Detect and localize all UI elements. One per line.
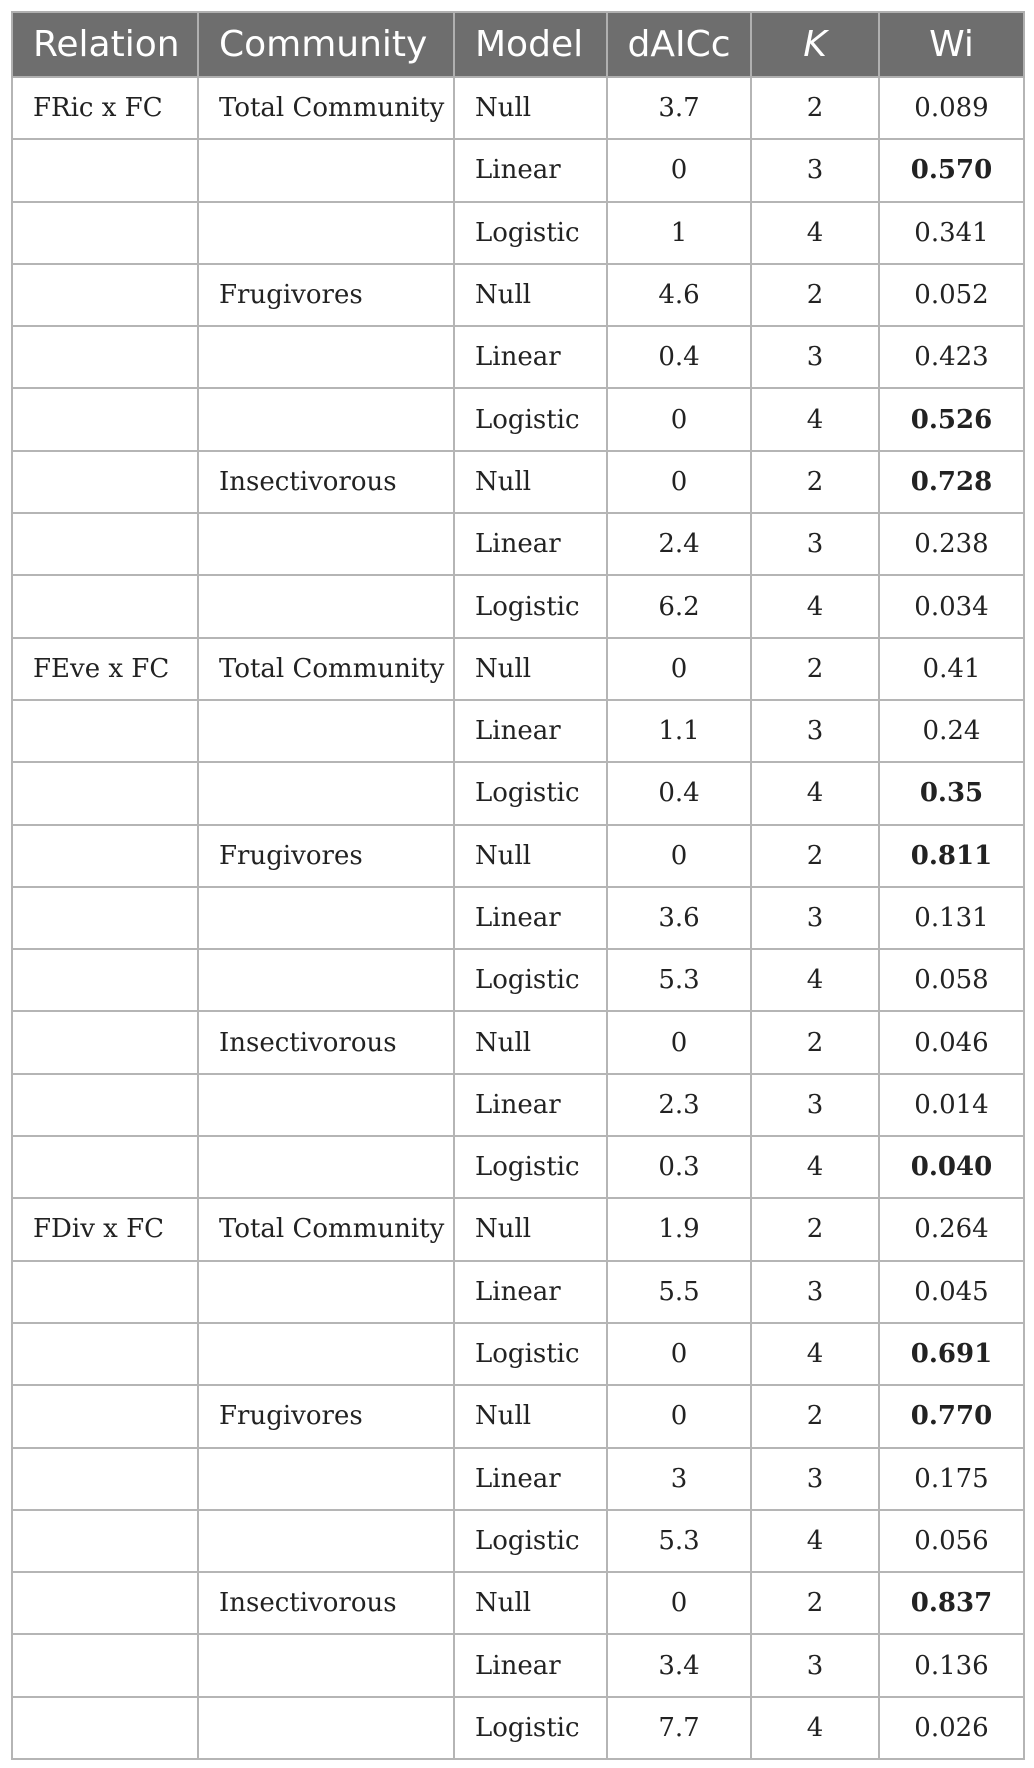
cell-wi: 0.691 — [879, 1323, 1024, 1385]
cell-wi: 0.35 — [879, 762, 1024, 824]
table-row — [12, 77, 1024, 139]
table-row — [12, 1011, 1024, 1073]
cell-community: Frugivores — [198, 264, 454, 326]
cell-daicc: 0.3 — [607, 1136, 751, 1198]
cell-relation — [12, 326, 198, 388]
cell-model: Linear — [454, 1634, 607, 1696]
cell-model: Linear — [454, 700, 607, 762]
cell-k: 2 — [751, 825, 879, 887]
cell-k: 3 — [751, 513, 879, 575]
cell-relation — [12, 825, 198, 887]
cell-model: Logistic — [454, 1697, 607, 1759]
cell-daicc: 0 — [607, 1385, 751, 1447]
cell-community — [198, 1136, 454, 1198]
table-row — [12, 825, 1024, 887]
cell-relation — [12, 1261, 198, 1323]
cell-relation: FEve x FC — [12, 638, 198, 700]
cell-k: 3 — [751, 887, 879, 949]
cell-relation — [12, 513, 198, 575]
cell-daicc: 0 — [607, 451, 751, 513]
cell-model: Logistic — [454, 949, 607, 1011]
cell-model: Linear — [454, 1448, 607, 1510]
cell-community: Total Community — [198, 638, 454, 700]
cell-k: 4 — [751, 202, 879, 264]
cell-model: Null — [454, 77, 607, 139]
cell-community — [198, 388, 454, 450]
cell-relation — [12, 1448, 198, 1510]
cell-model: Null — [454, 451, 607, 513]
table-body — [12, 77, 1024, 1759]
cell-model: Null — [454, 1011, 607, 1073]
cell-relation — [12, 1011, 198, 1073]
cell-wi: 0.238 — [879, 513, 1024, 575]
header-row — [12, 12, 1024, 77]
cell-community — [198, 1634, 454, 1696]
cell-daicc: 3.4 — [607, 1634, 751, 1696]
cell-daicc: 5.3 — [607, 1510, 751, 1572]
cell-relation — [12, 1572, 198, 1634]
cell-daicc: 2.3 — [607, 1074, 751, 1136]
cell-daicc: 1 — [607, 202, 751, 264]
cell-wi: 0.089 — [879, 77, 1024, 139]
cell-wi: 0.341 — [879, 202, 1024, 264]
cell-k: 2 — [751, 451, 879, 513]
cell-relation — [12, 1074, 198, 1136]
cell-k: 3 — [751, 1448, 879, 1510]
cell-daicc: 1.9 — [607, 1198, 751, 1260]
cell-community — [198, 1448, 454, 1510]
cell-community — [198, 1074, 454, 1136]
cell-model: Null — [454, 638, 607, 700]
cell-model: Linear — [454, 1074, 607, 1136]
cell-k: 4 — [751, 575, 879, 637]
cell-wi: 0.264 — [879, 1198, 1024, 1260]
cell-relation — [12, 575, 198, 637]
cell-daicc: 0 — [607, 825, 751, 887]
cell-relation — [12, 1634, 198, 1696]
cell-community — [198, 513, 454, 575]
cell-model: Logistic — [454, 1323, 607, 1385]
table-row — [12, 202, 1024, 264]
cell-daicc: 7.7 — [607, 1697, 751, 1759]
cell-wi: 0.040 — [879, 1136, 1024, 1198]
header-wi: Wi — [879, 12, 1024, 77]
cell-community — [198, 700, 454, 762]
cell-k: 2 — [751, 264, 879, 326]
cell-wi: 0.41 — [879, 638, 1024, 700]
cell-wi: 0.136 — [879, 1634, 1024, 1696]
cell-daicc: 0 — [607, 388, 751, 450]
cell-daicc: 4.6 — [607, 264, 751, 326]
cell-model: Logistic — [454, 202, 607, 264]
cell-community — [198, 887, 454, 949]
table-row — [12, 1261, 1024, 1323]
table-row — [12, 1572, 1024, 1634]
cell-model: Linear — [454, 139, 607, 201]
cell-relation — [12, 1510, 198, 1572]
cell-community — [198, 326, 454, 388]
cell-k: 4 — [751, 949, 879, 1011]
cell-model: Linear — [454, 326, 607, 388]
cell-model: Logistic — [454, 575, 607, 637]
cell-relation — [12, 264, 198, 326]
header-model: Model — [454, 12, 607, 77]
cell-daicc: 0.4 — [607, 762, 751, 824]
cell-wi: 0.034 — [879, 575, 1024, 637]
cell-daicc: 1.1 — [607, 700, 751, 762]
cell-model: Null — [454, 1385, 607, 1447]
table-row — [12, 575, 1024, 637]
cell-wi: 0.058 — [879, 949, 1024, 1011]
cell-wi: 0.014 — [879, 1074, 1024, 1136]
table-row — [12, 264, 1024, 326]
cell-community — [198, 949, 454, 1011]
cell-k: 2 — [751, 1385, 879, 1447]
cell-k: 2 — [751, 638, 879, 700]
model-selection-table-container — [11, 11, 1023, 1760]
cell-k: 4 — [751, 1323, 879, 1385]
cell-daicc: 0 — [607, 1011, 751, 1073]
cell-wi: 0.052 — [879, 264, 1024, 326]
cell-relation — [12, 388, 198, 450]
header-k: K — [751, 12, 879, 77]
table-row — [12, 1697, 1024, 1759]
cell-daicc: 0.4 — [607, 326, 751, 388]
cell-relation — [12, 1323, 198, 1385]
table-row — [12, 887, 1024, 949]
cell-k: 3 — [751, 1261, 879, 1323]
cell-model: Null — [454, 264, 607, 326]
model-selection-table — [11, 11, 1025, 1760]
cell-community — [198, 1697, 454, 1759]
cell-community — [198, 1323, 454, 1385]
cell-k: 4 — [751, 388, 879, 450]
cell-daicc: 3 — [607, 1448, 751, 1510]
cell-k: 2 — [751, 1572, 879, 1634]
cell-k: 2 — [751, 77, 879, 139]
table-row — [12, 1448, 1024, 1510]
cell-community: Insectivorous — [198, 1572, 454, 1634]
cell-community — [198, 1510, 454, 1572]
cell-daicc: 3.6 — [607, 887, 751, 949]
cell-k: 4 — [751, 1697, 879, 1759]
cell-model: Logistic — [454, 1510, 607, 1572]
cell-wi: 0.837 — [879, 1572, 1024, 1634]
table-row — [12, 388, 1024, 450]
header-relation: Relation — [12, 12, 198, 77]
table-row — [12, 451, 1024, 513]
cell-wi: 0.056 — [879, 1510, 1024, 1572]
cell-model: Null — [454, 1198, 607, 1260]
cell-k: 4 — [751, 762, 879, 824]
cell-community: Frugivores — [198, 1385, 454, 1447]
table-row — [12, 513, 1024, 575]
cell-k: 3 — [751, 139, 879, 201]
cell-community — [198, 139, 454, 201]
cell-community: Total Community — [198, 77, 454, 139]
header-daicc: dAICc — [607, 12, 751, 77]
header-community: Community — [198, 12, 454, 77]
cell-model: Logistic — [454, 388, 607, 450]
cell-community: Insectivorous — [198, 451, 454, 513]
table-row — [12, 326, 1024, 388]
cell-wi: 0.175 — [879, 1448, 1024, 1510]
cell-model: Null — [454, 1572, 607, 1634]
cell-relation — [12, 762, 198, 824]
table-row — [12, 762, 1024, 824]
cell-daicc: 5.5 — [607, 1261, 751, 1323]
cell-wi: 0.570 — [879, 139, 1024, 201]
cell-wi: 0.24 — [879, 700, 1024, 762]
table-row — [12, 1510, 1024, 1572]
cell-model: Null — [454, 825, 607, 887]
table-row — [12, 1323, 1024, 1385]
cell-wi: 0.045 — [879, 1261, 1024, 1323]
cell-wi: 0.046 — [879, 1011, 1024, 1073]
cell-daicc: 3.7 — [607, 77, 751, 139]
cell-wi: 0.131 — [879, 887, 1024, 949]
cell-model: Logistic — [454, 1136, 607, 1198]
cell-relation — [12, 1697, 198, 1759]
cell-model: Linear — [454, 513, 607, 575]
cell-daicc: 6.2 — [607, 575, 751, 637]
table-header — [12, 12, 1024, 77]
cell-relation: FRic x FC — [12, 77, 198, 139]
cell-wi: 0.423 — [879, 326, 1024, 388]
cell-relation — [12, 451, 198, 513]
table-row — [12, 1074, 1024, 1136]
table-row — [12, 139, 1024, 201]
cell-k: 4 — [751, 1510, 879, 1572]
cell-model: Logistic — [454, 762, 607, 824]
cell-community — [198, 202, 454, 264]
table-row — [12, 638, 1024, 700]
cell-daicc: 0 — [607, 139, 751, 201]
cell-relation — [12, 700, 198, 762]
cell-wi: 0.526 — [879, 388, 1024, 450]
cell-model: Linear — [454, 887, 607, 949]
cell-daicc: 5.3 — [607, 949, 751, 1011]
cell-community — [198, 762, 454, 824]
cell-relation — [12, 887, 198, 949]
table-row — [12, 1385, 1024, 1447]
table-row — [12, 949, 1024, 1011]
cell-community — [198, 575, 454, 637]
cell-community: Total Community — [198, 1198, 454, 1260]
cell-daicc: 0 — [607, 1323, 751, 1385]
cell-k: 3 — [751, 1074, 879, 1136]
cell-community — [198, 1261, 454, 1323]
cell-k: 2 — [751, 1198, 879, 1260]
cell-wi: 0.811 — [879, 825, 1024, 887]
cell-k: 4 — [751, 1136, 879, 1198]
table-row — [12, 1198, 1024, 1260]
cell-relation — [12, 1136, 198, 1198]
cell-wi: 0.770 — [879, 1385, 1024, 1447]
cell-k: 2 — [751, 1011, 879, 1073]
cell-model: Linear — [454, 1261, 607, 1323]
cell-wi: 0.728 — [879, 451, 1024, 513]
table-row — [12, 700, 1024, 762]
cell-relation — [12, 1385, 198, 1447]
cell-daicc: 0 — [607, 1572, 751, 1634]
table-row — [12, 1136, 1024, 1198]
cell-daicc: 2.4 — [607, 513, 751, 575]
cell-k: 3 — [751, 700, 879, 762]
cell-relation — [12, 949, 198, 1011]
cell-daicc: 0 — [607, 638, 751, 700]
table-row — [12, 1634, 1024, 1696]
cell-wi: 0.026 — [879, 1697, 1024, 1759]
cell-relation: FDiv x FC — [12, 1198, 198, 1260]
cell-community: Frugivores — [198, 825, 454, 887]
cell-relation — [12, 139, 198, 201]
cell-k: 3 — [751, 326, 879, 388]
cell-k: 3 — [751, 1634, 879, 1696]
cell-relation — [12, 202, 198, 264]
cell-community: Insectivorous — [198, 1011, 454, 1073]
